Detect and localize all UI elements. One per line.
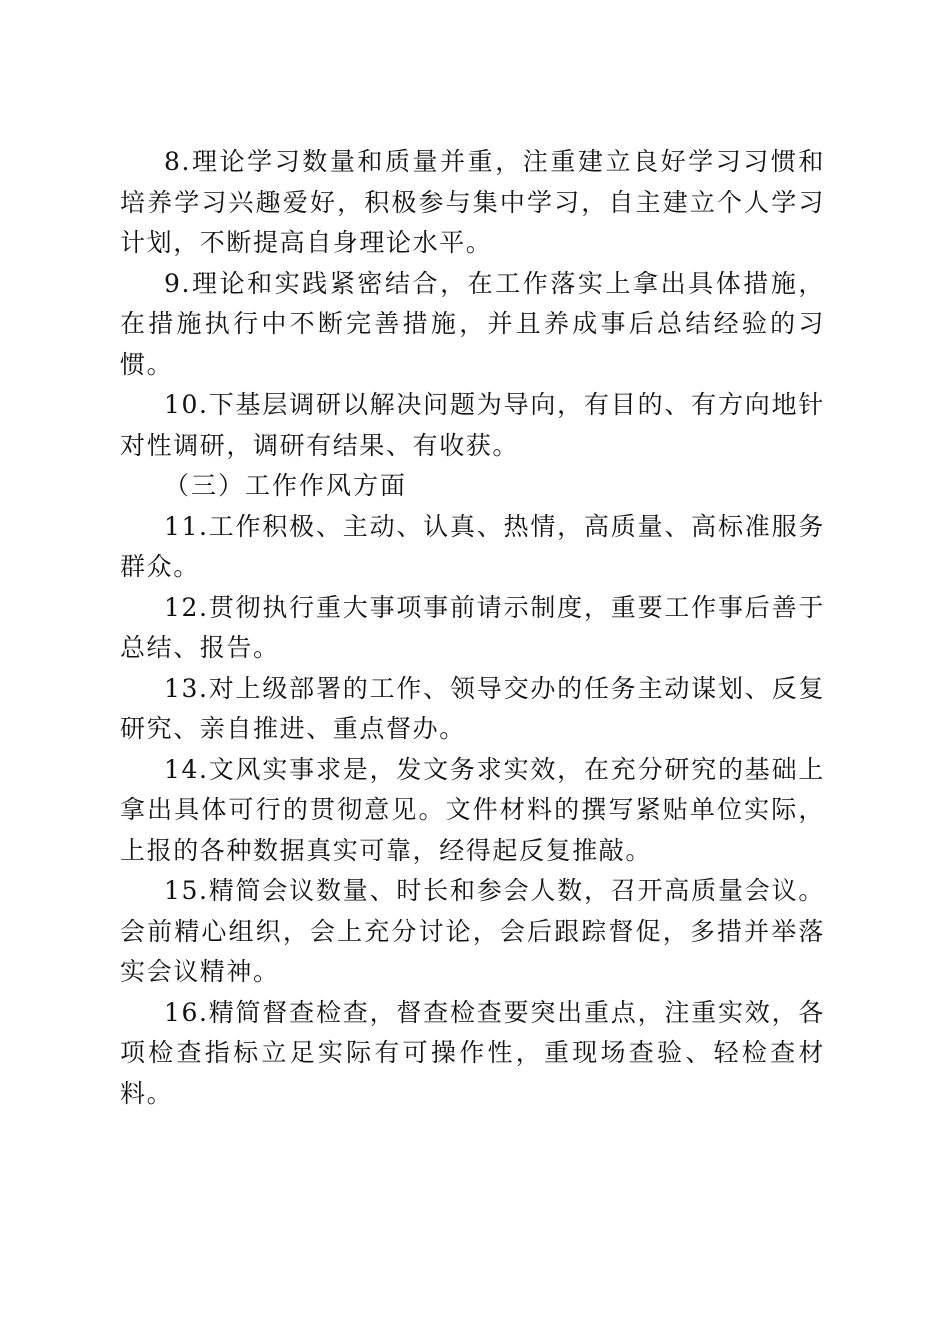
paragraph-8: 8.理论学习数量和质量并重，注重建立良好学习习惯和培养学习兴趣爱好，积极参与集中学习，自主建立个人学习计划，不断提高自身理论水平。 <box>120 147 825 257</box>
paragraph-11: 11.工作积极、主动、认真、热情，高质量、高标准服务群众。 <box>120 511 825 581</box>
paragraph-9: 9.理论和实践紧密结合，在工作落实上拿出具体措施，在措施执行中不断完善措施，并且养成事后总结经验的习惯。 <box>120 268 825 379</box>
section-heading: （三）工作作风方面 <box>164 471 408 500</box>
paragraph-10: 10.下基层调研以解决问题为导向，有目的、有方向地针对性调研，调研有结果、有收获。 <box>120 390 825 460</box>
paragraph-12: 12.贯彻执行重大事项事前请示制度，重要工作事后善于总结、报告。 <box>120 592 825 662</box>
paragraph-13: 13.对上级部署的工作、领导交办的任务主动谋划、反复研究、亲自推进、重点督办。 <box>120 673 825 743</box>
paragraph-16: 16.精简督查检查，督查检查要突出重点，注重实效，各项检查指标立足实际有可操作性，重现场查验、轻检查材料。 <box>120 997 825 1108</box>
paragraph-14: 14.文风实事求是，发文务求实效，在充分研究的基础上拿出具体可行的贯彻意见。文件材料的撰写紧贴单位实际，上报的各种数据真实可靠，经得起反复推敲。 <box>120 754 825 865</box>
paragraph-15: 15.精简会议数量、时长和参会人数，召开高质量会议。会前精心组织，会上充分讨论，会后跟踪督促，多措并举落实会议精神。 <box>120 876 825 986</box>
document-page <box>120 142 825 1114</box>
